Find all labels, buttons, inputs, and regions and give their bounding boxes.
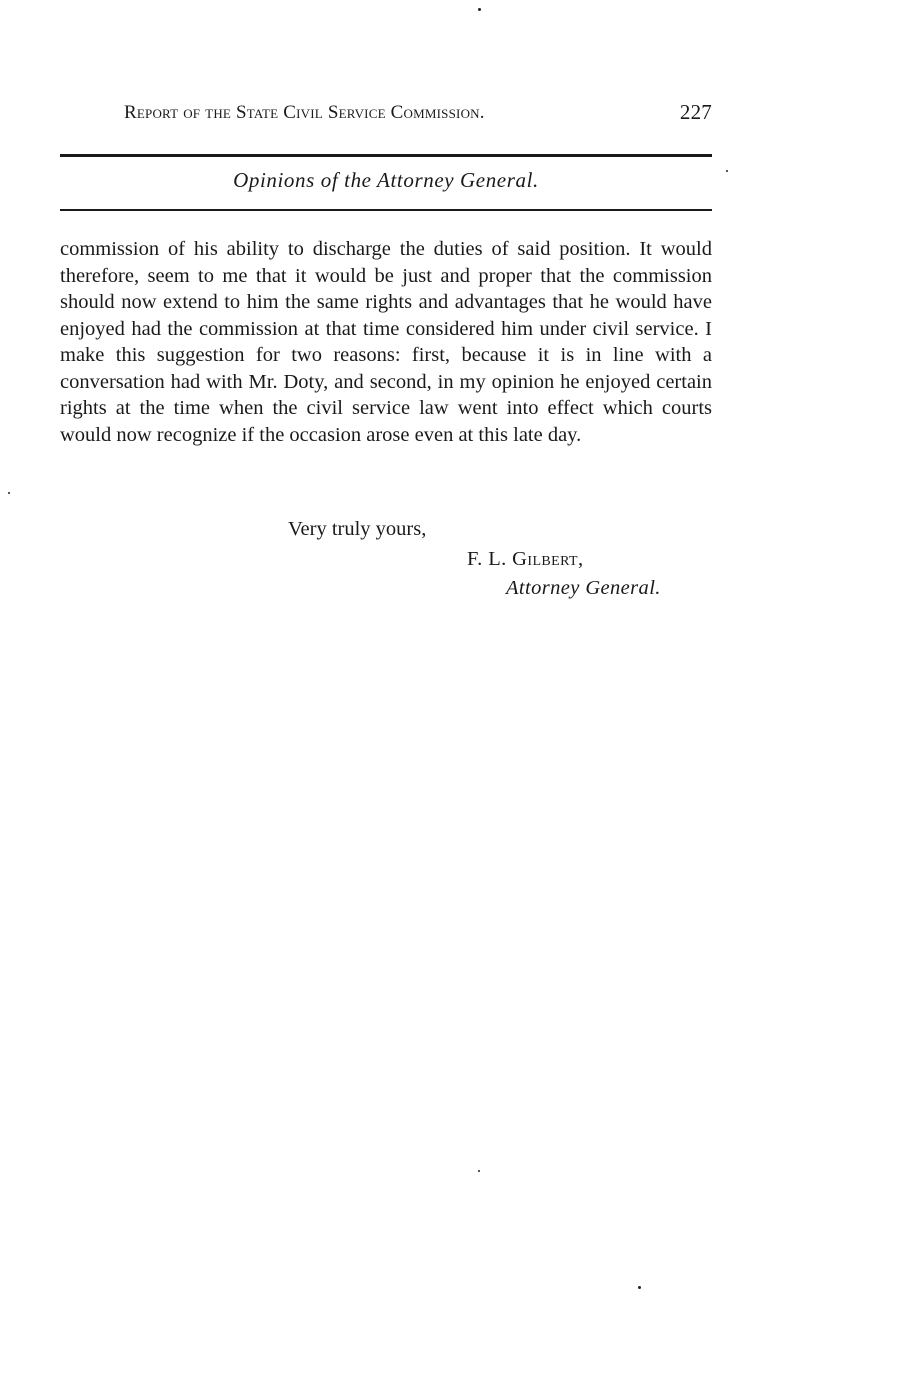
scan-speck bbox=[726, 170, 728, 172]
signature-closing: Very truly yours, bbox=[288, 518, 427, 540]
bottom-rule bbox=[60, 209, 712, 211]
scan-speck bbox=[638, 1286, 641, 1289]
running-header bbox=[124, 100, 712, 130]
signer-title: Attorney General. bbox=[506, 577, 661, 599]
running-title: Report of the State Civil Service Commission. bbox=[124, 102, 485, 123]
scan-speck bbox=[478, 1170, 480, 1172]
top-rule bbox=[60, 154, 712, 157]
signer-name: F. L. Gilbert, bbox=[467, 548, 584, 570]
scan-speck bbox=[8, 492, 10, 494]
section-title: Opinions of the Attorney General. bbox=[233, 168, 539, 192]
body-paragraph: commission of his ability to discharge the duties of said position. It would therefore, seem to me that it would be just and proper that the commission should now extend to him the same rights and advantages that he would have enjoyed had the commission at that time considered him under civil service. I make this suggestion for two reasons: first, because it is in line with a conversation had with Mr. Doty, and second, in my opinion he enjoyed certain rights at the time when the civil service law went into effect which courts would now recognize if the occasion arose even at this late day. bbox=[60, 238, 712, 446]
page-number: 227 bbox=[679, 100, 712, 124]
scan-speck bbox=[478, 8, 481, 11]
